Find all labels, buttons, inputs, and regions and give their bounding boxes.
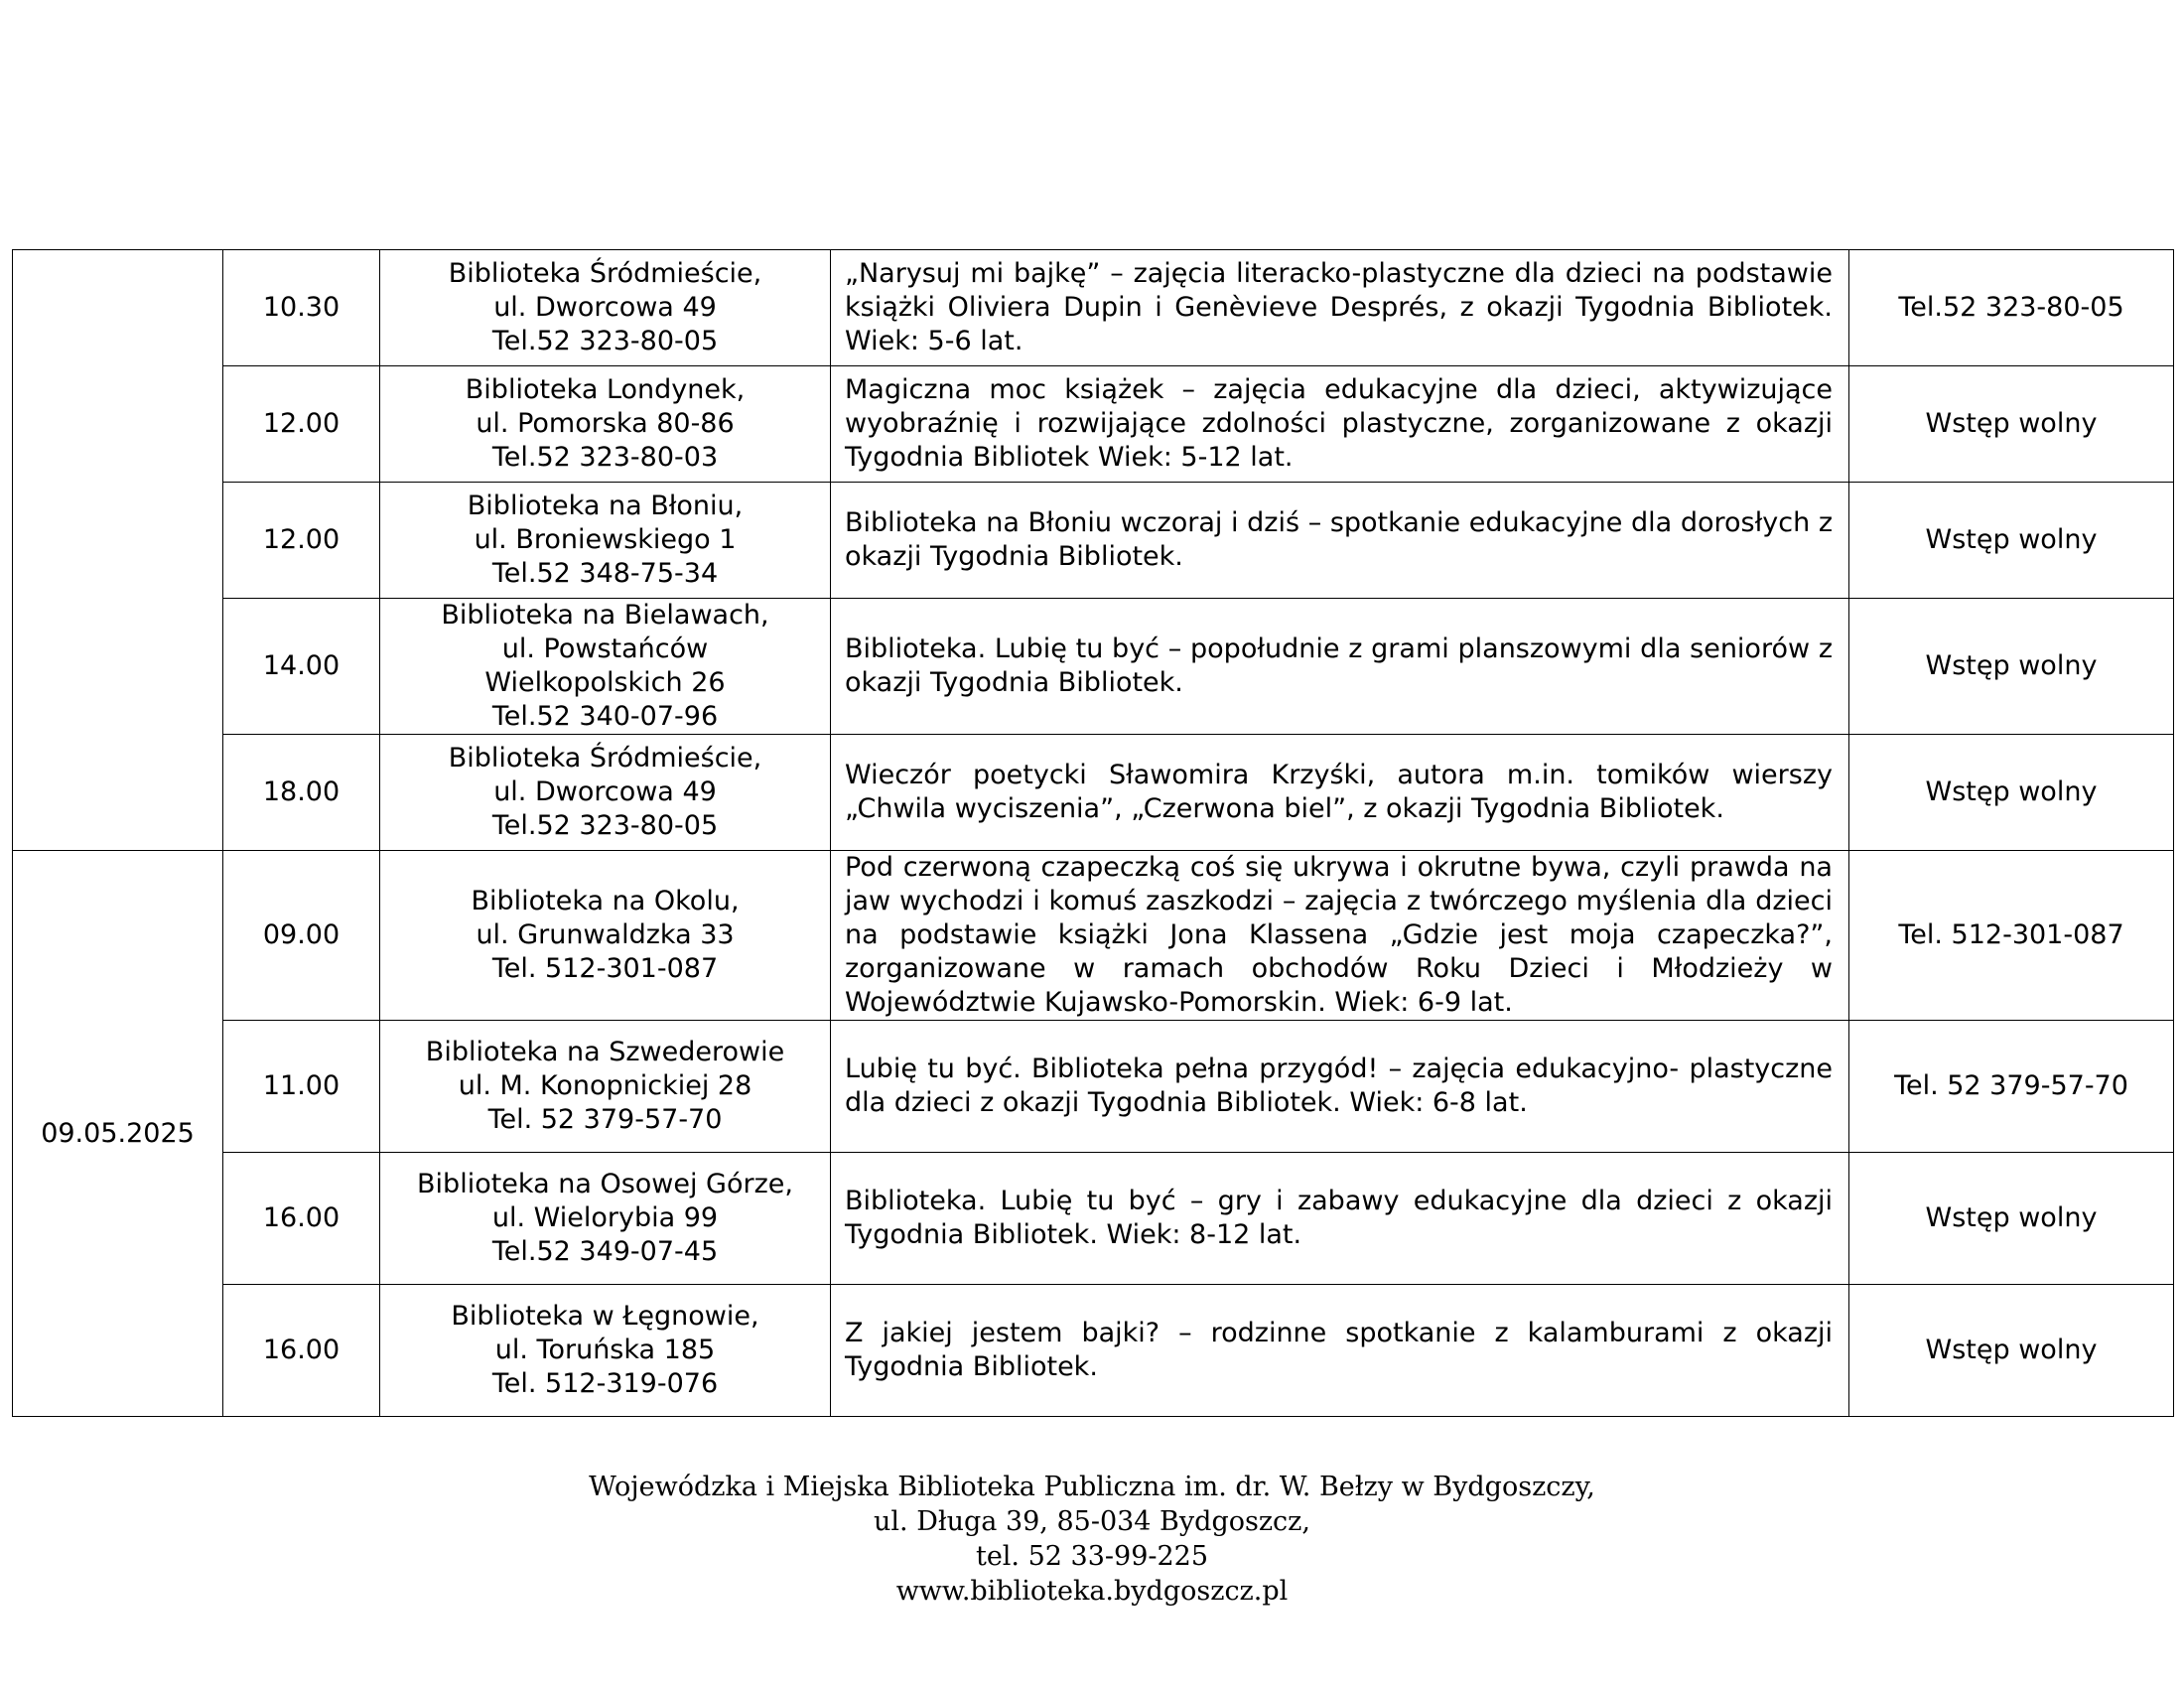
venue-line: Biblioteka Śródmieście, — [448, 743, 762, 774]
table-row — [13, 735, 2174, 851]
description-line: Tygodnia Bibliotek. Wiek: 8-12 lat. — [845, 1219, 1302, 1250]
venue-line: Tel. 512-319-076 — [491, 1368, 719, 1399]
description-line: Biblioteka. Lubię tu być – gry i zabawy edukacyjne dla dzieci z okazji — [845, 1186, 1833, 1216]
time-cell: 12.00 — [223, 366, 380, 483]
table-row — [13, 1153, 2174, 1285]
time-cell: 18.00 — [223, 735, 380, 851]
admission-info-cell: Tel. 512-301-087 — [1849, 851, 2174, 1021]
date-cell: 09.05.2025 — [13, 851, 223, 1417]
venue-address — [380, 1036, 830, 1137]
description-line: czapeczka?”, zorganizowane w ramach obchodów Roku Dzieci — [845, 919, 1833, 984]
description-line: Biblioteka. Lubię tu być – popołudnie z grami planszowymi dla — [845, 633, 1682, 664]
event-description — [831, 759, 1848, 826]
venue-line: Tel.52 348-75-34 — [491, 558, 719, 589]
event-description-cell — [831, 1021, 1849, 1153]
description-line: Wiek: 5-6 lat. — [845, 326, 1024, 356]
description-line: Z jakiej jestem bajki? – rodzinne spotkanie z kalamburami z okazji — [845, 1318, 1833, 1348]
event-description — [831, 1185, 1848, 1252]
event-description-cell — [831, 1153, 1849, 1285]
venue-address — [380, 257, 830, 358]
description-line: i Młodzieży w Województwie Kujawsko-Pomorskin. Wiek: 6-9 lat. — [845, 953, 1833, 1018]
time-cell: 16.00 — [223, 1153, 380, 1285]
event-description — [831, 257, 1848, 358]
venue-line: Biblioteka na Bielawach, — [441, 600, 769, 631]
venue-line: ul. Wielorybia 99 — [491, 1202, 719, 1233]
table-row — [13, 366, 2174, 483]
venue-line: ul. Dworcowa 49 — [493, 776, 717, 807]
description-line: Tygodnia Bibliotek. — [845, 1351, 1098, 1382]
venue-cell — [380, 735, 831, 851]
venue-line: Tel.52 323-80-03 — [491, 442, 719, 473]
table-row — [13, 851, 2174, 1021]
venue-line: Tel. 512-301-087 — [491, 953, 719, 984]
venue-line: Biblioteka Londynek, — [465, 374, 746, 405]
time-cell: 09.00 — [223, 851, 380, 1021]
venue-line: ul. Toruńska 185 — [494, 1335, 716, 1365]
events-schedule-table — [12, 249, 2174, 1417]
table-row — [13, 1285, 2174, 1417]
date-cell — [13, 250, 223, 851]
description-line: Tygodnia Bibliotek Wiek: 5-12 lat. — [845, 442, 1294, 473]
venue-cell — [380, 250, 831, 366]
event-description-cell — [831, 735, 1849, 851]
event-description-cell — [831, 250, 1849, 366]
venue-line: Tel.52 323-80-05 — [491, 326, 719, 356]
venue-cell — [380, 599, 831, 735]
venue-address — [380, 373, 830, 475]
venue-address — [380, 599, 830, 734]
event-description-cell — [831, 851, 1849, 1021]
venue-line: Tel.52 349-07-45 — [491, 1236, 719, 1267]
description-line: książki Oliviera Dupin i Genèvieve Després, z okazji Tygodnia Bibliotek. — [845, 292, 1833, 323]
venue-line: Tel.52 323-80-05 — [491, 810, 719, 841]
venue-line: ul. Broniewskiego 1 — [474, 524, 737, 555]
venue-address — [380, 885, 830, 986]
table-row — [13, 250, 2174, 366]
description-line: Biblioteka na Błoniu wczoraj i dziś – spotkanie edukacyjne dla — [845, 507, 1673, 538]
venue-line: ul. M. Konopnickiej 28 — [458, 1070, 752, 1101]
description-line: dzieci na podstawie książki Jona Klassena „Gdzie jest moja — [845, 886, 1833, 950]
event-description-cell — [831, 599, 1849, 735]
venue-line: Biblioteka na Błoniu, — [467, 491, 744, 521]
description-line: Lubię tu być. Biblioteka pełna przygód! – zajęcia edukacyjno- — [845, 1054, 1680, 1084]
venue-line: Biblioteka Śródmieście, — [448, 258, 762, 289]
description-line: na jaw wychodzi i komuś zaszkodzi – zajęcia z twórczego myślenia dla — [845, 852, 1833, 916]
admission-info-cell: Tel.52 323-80-05 — [1849, 250, 2174, 366]
event-description-cell — [831, 1285, 1849, 1417]
venue-address — [380, 1168, 830, 1269]
description-line: wyobraźnię i rozwijające zdolności plastyczne, zorganizowane z okazji — [845, 408, 1833, 439]
table-row — [13, 483, 2174, 599]
venue-line: Biblioteka na Szwederowie — [425, 1037, 785, 1067]
time-cell: 11.00 — [223, 1021, 380, 1153]
venue-address — [380, 1300, 830, 1401]
event-description — [831, 506, 1848, 574]
admission-info-cell: Wstęp wolny — [1849, 599, 2174, 735]
venue-line: ul. Dworcowa 49 — [493, 292, 717, 323]
event-description-cell — [831, 483, 1849, 599]
footer-library-name: Wojewódzka i Miejska Biblioteka Publiczna im. dr. W. Bełzy w Bydgoszczy, — [589, 1472, 1595, 1502]
time-cell: 14.00 — [223, 599, 380, 735]
venue-cell — [380, 366, 831, 483]
venue-line: Biblioteka na Osowej Górze, — [417, 1169, 793, 1199]
event-description — [831, 373, 1848, 475]
event-description — [831, 1317, 1848, 1384]
admission-info-cell: Wstęp wolny — [1849, 366, 2174, 483]
venue-cell — [380, 1285, 831, 1417]
venue-address — [380, 490, 830, 591]
venue-line: Biblioteka w Łęgnowie, — [451, 1301, 759, 1332]
venue-line: Tel. 52 379-57-70 — [487, 1104, 723, 1135]
venue-address — [380, 742, 830, 843]
venue-line: Tel.52 340-07-96 — [491, 701, 719, 732]
description-line: Magiczna moc książek – zajęcia edukacyjne dla dzieci, aktywizujące — [845, 374, 1833, 405]
event-description — [831, 633, 1848, 700]
event-description — [831, 1053, 1848, 1120]
venue-line: ul. Grunwaldzka 33 — [476, 919, 735, 950]
time-cell: 10.30 — [223, 250, 380, 366]
table-row — [13, 599, 2174, 735]
description-line: plastyczne dla dzieci z okazji Tygodnia Bibliotek. Wiek: 6-8 lat. — [845, 1054, 1833, 1118]
description-line: dorosłych z okazji Tygodnia Bibliotek. — [845, 507, 1834, 572]
admission-info-cell: Wstęp wolny — [1849, 1285, 2174, 1417]
time-cell: 16.00 — [223, 1285, 380, 1417]
description-line: „Chwila wyciszenia”, „Czerwona biel”, z okazji Tygodnia Bibliotek. — [845, 793, 1724, 824]
time-cell: 12.00 — [223, 483, 380, 599]
venue-cell — [380, 1153, 831, 1285]
venue-line: Wielkopolskich 26 — [484, 667, 726, 698]
venue-line: Biblioteka na Okolu, — [471, 886, 740, 916]
library-footer — [0, 1470, 2184, 1609]
footer-phone: tel. 52 33-99-225 — [975, 1541, 1209, 1572]
venue-cell — [380, 1021, 831, 1153]
venue-line: ul. Pomorska 80-86 — [476, 408, 735, 439]
admission-info-cell: Wstęp wolny — [1849, 483, 2174, 599]
event-description — [831, 851, 1848, 1020]
admission-info-cell: Tel. 52 379-57-70 — [1849, 1021, 2174, 1153]
venue-cell — [380, 851, 831, 1021]
admission-info-cell: Wstęp wolny — [1849, 1153, 2174, 1285]
description-line: Wieczór poetycki Sławomira Krzyśki, autora m.in. tomików wierszy — [845, 760, 1833, 790]
admission-info-cell: Wstęp wolny — [1849, 735, 2174, 851]
venue-line: ul. Powstańców — [501, 633, 709, 664]
description-line: Pod czerwoną czapeczką coś się ukrywa i okrutne bywa, czyli prawda — [845, 852, 1790, 883]
table-row — [13, 1021, 2174, 1153]
description-line: seniorów z okazji Tygodnia Bibliotek. — [845, 633, 1833, 698]
venue-cell — [380, 483, 831, 599]
footer-website: www.biblioteka.bydgoszcz.pl — [895, 1576, 1289, 1607]
event-description-cell — [831, 366, 1849, 483]
footer-address: ul. Długa 39, 85-034 Bydgoszcz, — [874, 1506, 1310, 1537]
description-line: „Narysuj mi bajkę” – zajęcia literacko-plastyczne dla dzieci na podstawie — [845, 258, 1833, 289]
